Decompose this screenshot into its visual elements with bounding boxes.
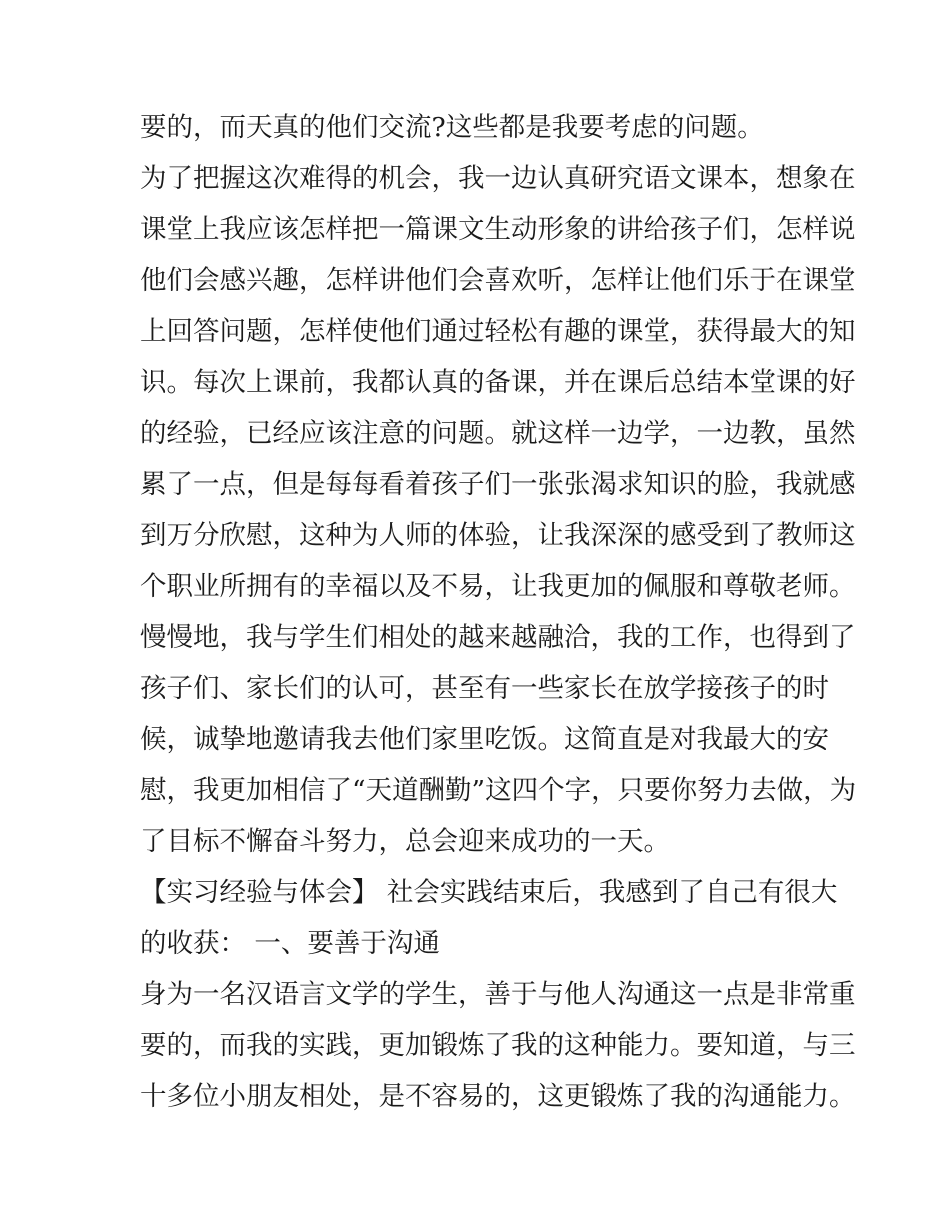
text-line: 孩子们、家长们的认可，甚至有一些家长在放学接孩子的时 [140, 673, 829, 704]
text-line: 慢慢地，我与学生们相处的越来越融洽，我的工作，也得到了 [140, 622, 856, 653]
text-line: 慰，我更加相信了“天道酬勤”这四个字，只要你努力去做，为 [140, 775, 857, 806]
text-line: 课堂上我应该怎样把一篇课文生动形象的讲给孩子们，怎样说 [140, 214, 856, 245]
text-line: 十多位小朋友相处，是不容易的，这更锻炼了我的沟通能力。 [140, 1081, 856, 1112]
text-line: 了目标不懈奋斗努力，总会迎来成功的一天。 [140, 826, 670, 857]
text-line: 累了一点，但是每每看着孩子们一张张渴求知识的脸，我就感 [140, 469, 856, 500]
text-line: 识。每次上课前，我都认真的备课，并在课后总结本堂课的好 [140, 367, 856, 398]
text-line: 身为一名汉语言文学的学生，善于与他人沟通这一点是非常重 [140, 979, 856, 1010]
text-line: 到万分欣慰，这种为人师的体验，让我深深的感受到了教师这 [140, 520, 856, 551]
text-line: 的收获： 一、要善于沟通 [140, 928, 440, 959]
text-line: 候，诚挚地邀请我去他们家里吃饭。这简直是对我最大的安 [140, 724, 829, 755]
text-line: 要的，而天真的他们交流?这些都是我要考虑的问题。 [140, 112, 764, 143]
text-line: 的经验，已经应该注意的问题。就这样一边学，一边教，虽然 [140, 418, 856, 449]
text-line: 上回答问题，怎样使他们通过轻松有趣的课堂，获得最大的知 [140, 316, 856, 347]
text-line: 要的，而我的实践，更加锻炼了我的这种能力。要知道，与三 [140, 1030, 856, 1061]
text-line: 个职业所拥有的幸福以及不易，让我更加的佩服和尊敬老师。 [140, 571, 856, 602]
section-heading-line: 【实习经验与体会】 社会实践结束后，我感到了自己有很大 [140, 877, 838, 908]
text-line: 他们会感兴趣，怎样讲他们会喜欢听，怎样让他们乐于在课堂 [140, 265, 856, 296]
text-line: 为了把握这次难得的机会，我一边认真研究语文课本，想象在 [140, 163, 856, 194]
